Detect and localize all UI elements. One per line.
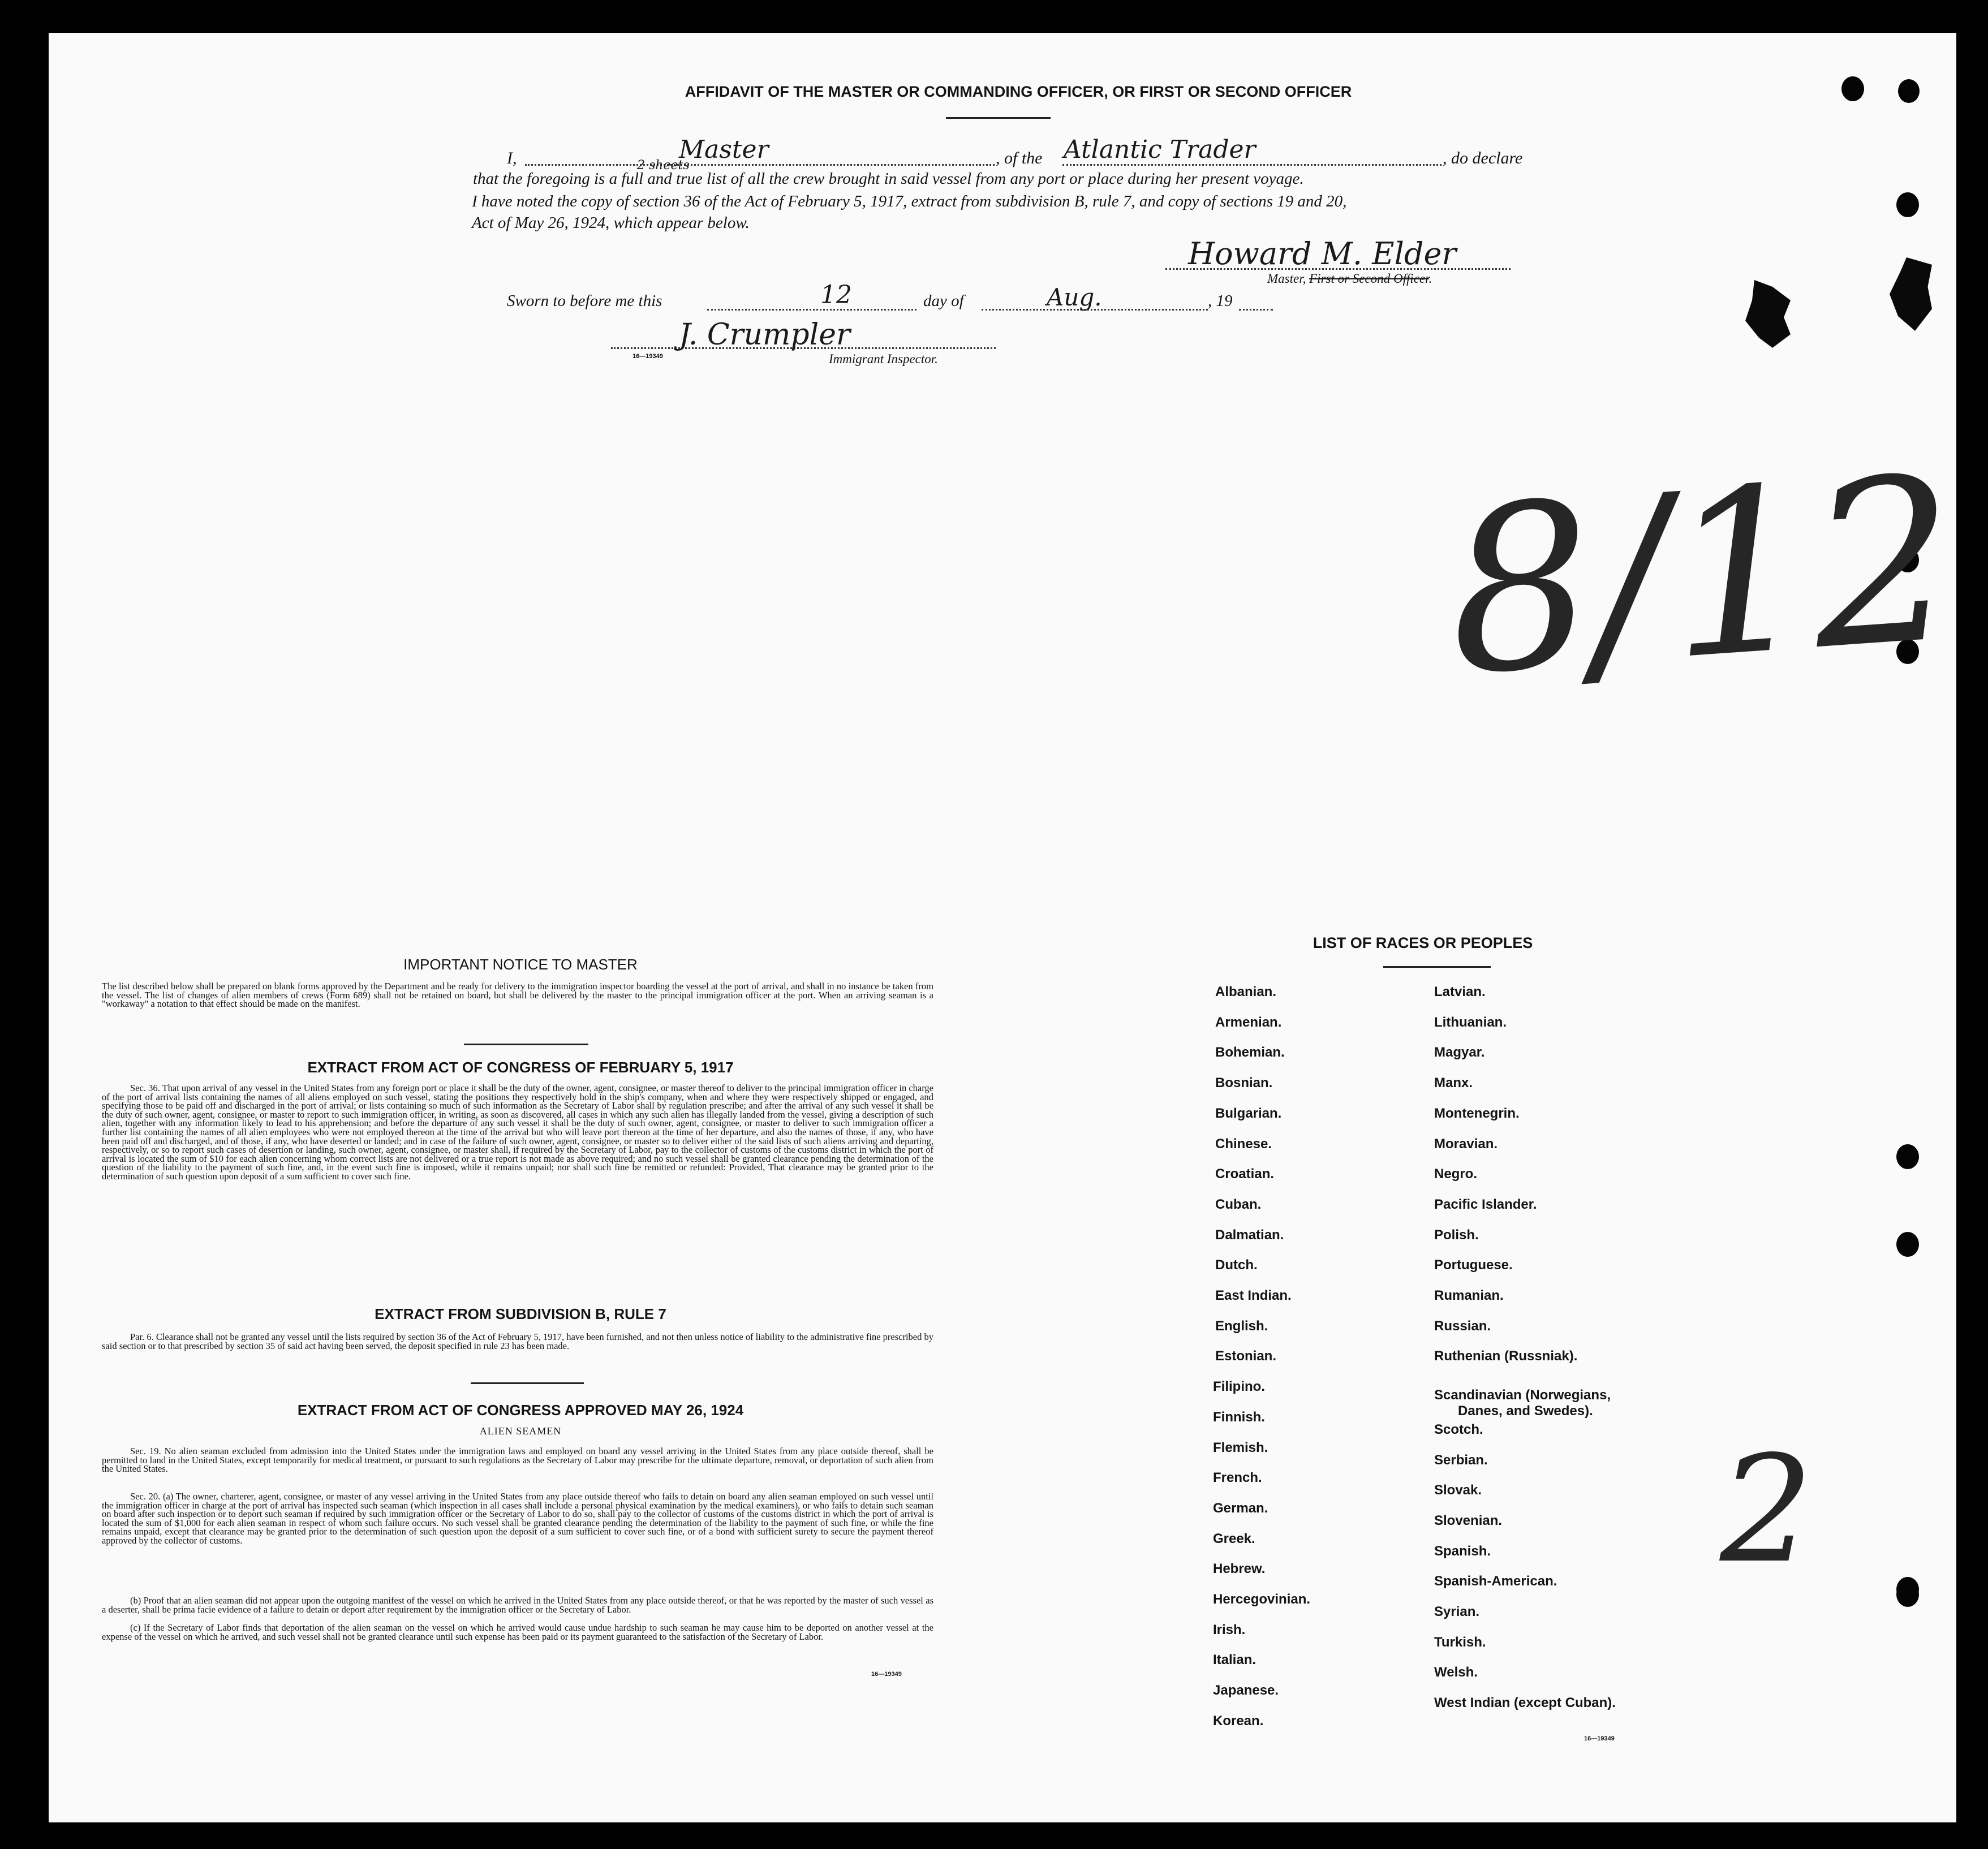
race-item: Hercegovinian.	[1213, 1592, 1311, 1607]
race-item: Flemish.	[1213, 1439, 1268, 1455]
affidavit-line4: Act of May 26, 1924, which appear below.	[472, 214, 750, 232]
race-item: Spanish-American.	[1434, 1574, 1557, 1589]
race-item: Scandinavian (Norwegians,	[1434, 1387, 1611, 1403]
race-item: Latvian.	[1434, 984, 1486, 999]
sworn-text: Sworn to before me this	[507, 292, 662, 310]
sworn-year: , 19	[1208, 292, 1233, 310]
signature-caption: Master, First or Second Officer.	[1267, 271, 1432, 286]
race-item: Bulgarian.	[1215, 1105, 1282, 1121]
race-item: Serbian.	[1434, 1452, 1488, 1468]
punch-hole	[1841, 76, 1864, 101]
race-item: Pacific Islander.	[1434, 1196, 1537, 1212]
master-name-blank	[525, 164, 995, 166]
race-item: Manx.	[1434, 1075, 1473, 1091]
master-signature: Howard M. Elder	[1188, 236, 1457, 271]
date-annotation-handwriting: 8/12	[1439, 428, 1965, 726]
race-item: Russian.	[1434, 1318, 1491, 1334]
affidavit-title: AFFIDAVIT OF THE MASTER OR COMMANDING OFFICER, OR FIRST OR SECOND OFFICER	[685, 83, 1352, 100]
punch-hole	[1896, 192, 1919, 217]
races-form-code: 16—19349	[1584, 1735, 1615, 1742]
race-item: Moravian.	[1434, 1136, 1498, 1152]
signature-caption-struck: First or Second Officer	[1309, 271, 1429, 286]
inspector-caption: Immigrant Inspector.	[829, 352, 938, 366]
extract3-title: EXTRACT FROM ACT OF CONGRESS APPROVED MAY 26, 1924	[297, 1402, 744, 1419]
race-item: Magyar.	[1434, 1045, 1485, 1061]
sworn-year-blank	[1239, 309, 1273, 311]
race-item: Irish.	[1213, 1622, 1246, 1637]
race-item: Croatian.	[1215, 1166, 1275, 1182]
race-item: Lithuanian.	[1434, 1014, 1507, 1030]
race-item: Japanese.	[1213, 1683, 1279, 1699]
race-item: Italian.	[1213, 1652, 1257, 1668]
notice-body: The list described below shall be prepared on blank forms approved by the Department and be ready for delivery to the immigration inspector boarding the vessel at the port of arrival, and shall in no instance be taken from the vessel. The list of changes of alien members of crews (Form 689) shall not be retained on board, but shall be delivered by the master to the principal immigration officer at the port. When an arriving seaman is a "workaway" a notation to that effect should be made on the manifest.	[102, 981, 933, 1010]
race-item: Spanish.	[1434, 1543, 1491, 1559]
sworn-day-blank	[707, 309, 916, 311]
extract3-sec19: Sec. 19. No alien seaman excluded from admission into the United States under the immigration laws and employed on board any vessel arriving in the United States from any place outside thereof, shall be permitted to land in the United States, except temporarily for medical treatment, or pursuant to such regulations as the Secretary of Labor may prescribe for the ultimate departure, removal, or deportation of such alien from the United States.	[102, 1446, 933, 1475]
race-item: Scotch.	[1434, 1421, 1483, 1437]
race-item: French.	[1213, 1470, 1262, 1486]
race-item: Slovenian.	[1434, 1512, 1503, 1528]
extract1-body: Sec. 36. That upon arrival of any vessel in the United States from any foreign port or place it shall be the duty of the owner, agent, consignee, or master thereof to deliver to the principal immigration officer in charge of the port of arrival lists containing the names of all aliens employed on such vessel, stating the positions they respectively hold in the ship's company, when and where they were respectively shipped or engaged, and specifying those to be paid off and discharged in the port of arrival; or lists containing so much of such information as the Secretary of Labor shall by regulation prescribe; and after the arrival of any such vessel it shall be the duty of such owner, agent, consignee, or master to report to such immigration officer, in writing, as soon as discovered, all cases in which any such alien has illegally landed from the vessel, giving a description of such alien, together with any information likely to lead to his apprehension; and before the departure of any such vessel it shall be the duty of such owner, agent, consignee, or master to deliver to such immigration officer a further list containing the names of all alien employees who were not employed thereon at the time of the arrival but who will leave port thereon at the time of her departure, and also the names of those, if any, who have been paid off and discharged, and of those, if any, who have deserted or landed; and in case of the failure of such owner, agent, consignee, or master so to deliver either of the said lists of such aliens arriving and departing, respectively, or so to report such cases of desertion or landing, such owner, agent, consignee, or master shall, if required by the Secretary of Labor, pay to the collector of customs of the customs district in which the port of arrival is located the sum of $10 for each alien concerning whom correct lists are not delivered or a true report is not made as above required; and no such vessel shall be granted clearance pending the determination of the question of the liability to the payment of such fine, and, in the event such fine is imposed, while it remains unpaid; nor shall such fine be remitted or refunded: Provided, That clearance may be granted prior to the determination of such question upon deposit of a sum sufficient to cover such fine.	[102, 1083, 933, 1182]
extract3-subtitle: ALIEN SEAMEN	[479, 1425, 562, 1437]
extract2-divider	[471, 1382, 584, 1384]
vessel-name-handwriting: Atlantic Trader	[1064, 135, 1256, 164]
race-item: Montenegrin.	[1434, 1105, 1520, 1121]
sheet-count-handwriting: 2 sheets	[637, 158, 690, 173]
notice-divider	[464, 1044, 588, 1045]
do-declare-text: , do declare	[1443, 149, 1523, 167]
race-item: Filipino.	[1213, 1379, 1265, 1395]
notice-form-code: 16—19349	[871, 1671, 902, 1678]
number-annotation-handwriting: 2	[1720, 1425, 1814, 1596]
punch-hole	[1898, 79, 1920, 103]
race-item: English.	[1215, 1318, 1268, 1334]
sworn-day-handwriting: 12	[820, 281, 852, 309]
extract1-title: EXTRACT FROM ACT OF CONGRESS OF FEBRUARY 5, 1917	[307, 1059, 734, 1076]
signature-caption-master: Master,	[1267, 271, 1306, 286]
race-item: German.	[1213, 1500, 1268, 1516]
affidavit-line2: that the foregoing is a full and true list of all the crew brought in said vessel from any port or place during her present voyage.	[473, 170, 1304, 188]
race-item: Korean.	[1213, 1713, 1264, 1729]
race-item: Albanian.	[1215, 984, 1277, 999]
race-item: Welsh.	[1434, 1665, 1478, 1680]
inspector-signature: J. Crumpler	[679, 318, 850, 352]
race-item: West Indian (except Cuban).	[1434, 1695, 1616, 1711]
extract2-title: EXTRACT FROM SUBDIVISION B, RULE 7	[375, 1305, 666, 1322]
inspector-form-code: 16—19349	[632, 353, 663, 360]
race-item: Negro.	[1434, 1166, 1478, 1182]
of-the-text: , of the	[996, 149, 1043, 167]
extract2-body: Par. 6. Clearance shall not be granted any vessel until the lists required by section 36 of the Act of February 5, 1917, have been furnished, and not then unless notice of liability to the administrative fine prescribed by said section or to that prescribed by section 35 of said act having been served, the deposit specified in rule 23 has been made.	[102, 1331, 934, 1351]
race-item: Greek.	[1213, 1531, 1255, 1546]
race-item: Ruthenian (Russniak).	[1434, 1348, 1578, 1364]
race-item: Rumanian.	[1434, 1288, 1504, 1303]
punch-hole	[1896, 1144, 1919, 1169]
race-item: Slovak.	[1434, 1482, 1482, 1498]
vessel-name-blank	[1062, 164, 1441, 166]
race-item: Hebrew.	[1213, 1561, 1266, 1577]
punch-hole	[1896, 1582, 1919, 1607]
race-item: Danes, and Swedes).	[1458, 1403, 1593, 1419]
extract3-sec20a: Sec. 20. (a) The owner, charterer, agent, consignee, or master of any vessel arriving in the United States from any place outside thereof who fails to detain on board any alien seaman employed on such vessel until the immigration officer in charge at the port of arrival has inspected such seaman (which inspection in all cases shall include a personal physical examination by the medical examiners), or who fails to detain such seaman on board after such inspection or to deport such seaman if required by such immigration officer or the Secretary of Labor to do so, shall pay to the collector of customs of the customs district in which the port of arrival is located the sum of $1,000 for each alien seaman in respect of whom such failure occurs. No such vessel shall be granted clearance pending the determination of the liability to the payment of such fine, or while the fine remains unpaid, except that clearance may be granted prior to the determination of such question upon the deposit of a sum sufficient to cover such fine, or of a bond with sufficient surety to secure the payment thereof approved by the collector of customs.	[102, 1491, 933, 1546]
day-of-text: day of	[923, 292, 964, 310]
race-item: Armenian.	[1215, 1014, 1282, 1030]
races-title-underline	[1383, 966, 1491, 968]
race-item: Portuguese.	[1434, 1257, 1513, 1273]
race-item: Dutch.	[1215, 1257, 1258, 1273]
document-sheet	[49, 33, 1956, 1822]
races-title: LIST OF RACES OR PEOPLES	[1313, 934, 1533, 951]
race-item: Polish.	[1434, 1227, 1479, 1243]
extract3-sec20b: (b) Proof that an alien seaman did not appear upon the outgoing manifest of the vessel on which he arrived in the United States from any place outside thereof, or that he was reported by the master of such vessel as a deserter, shall be prima facie evidence of a failure to detain or deport after requirement by the immigration officer or the Secretary of Labor.	[102, 1595, 933, 1615]
race-item: Bohemian.	[1215, 1045, 1285, 1061]
race-item: Turkish.	[1434, 1634, 1486, 1650]
extract3-sec20c: (c) If the Secretary of Labor finds that deportation of the alien seaman on the vessel on which he arrived would cause undue hardship to such seaman he may cause him to be deported on another vessel at the expense of the vessel on which he arrived, and such vessel shall not be granted clearance until such expense has been paid or its payment guaranteed to the satisfaction of the Secretary of Labor.	[102, 1622, 933, 1642]
punch-hole	[1896, 1232, 1919, 1257]
race-item: Estonian.	[1215, 1348, 1277, 1364]
notice-title: IMPORTANT NOTICE TO MASTER	[403, 956, 638, 973]
master-name-handwriting: Master	[679, 135, 769, 164]
sworn-month-handwriting: Aug.	[1047, 283, 1102, 311]
race-item: Finnish.	[1213, 1409, 1265, 1425]
affidavit-line1-pre: I,	[507, 149, 517, 167]
affidavit-line3: I have noted the copy of section 36 of the Act of February 5, 1917, extract from subdivision B, rule 7, and copy of sections 19 and 20,	[472, 192, 1347, 210]
race-item: Dalmatian.	[1215, 1227, 1284, 1243]
race-item: East Indian.	[1215, 1288, 1292, 1303]
signature-line	[1165, 268, 1511, 270]
race-item: Cuban.	[1215, 1196, 1262, 1212]
title-underline	[946, 117, 1051, 119]
race-item: Syrian.	[1434, 1604, 1480, 1619]
race-item: Bosnian.	[1215, 1075, 1273, 1091]
race-item: Chinese.	[1215, 1136, 1272, 1152]
